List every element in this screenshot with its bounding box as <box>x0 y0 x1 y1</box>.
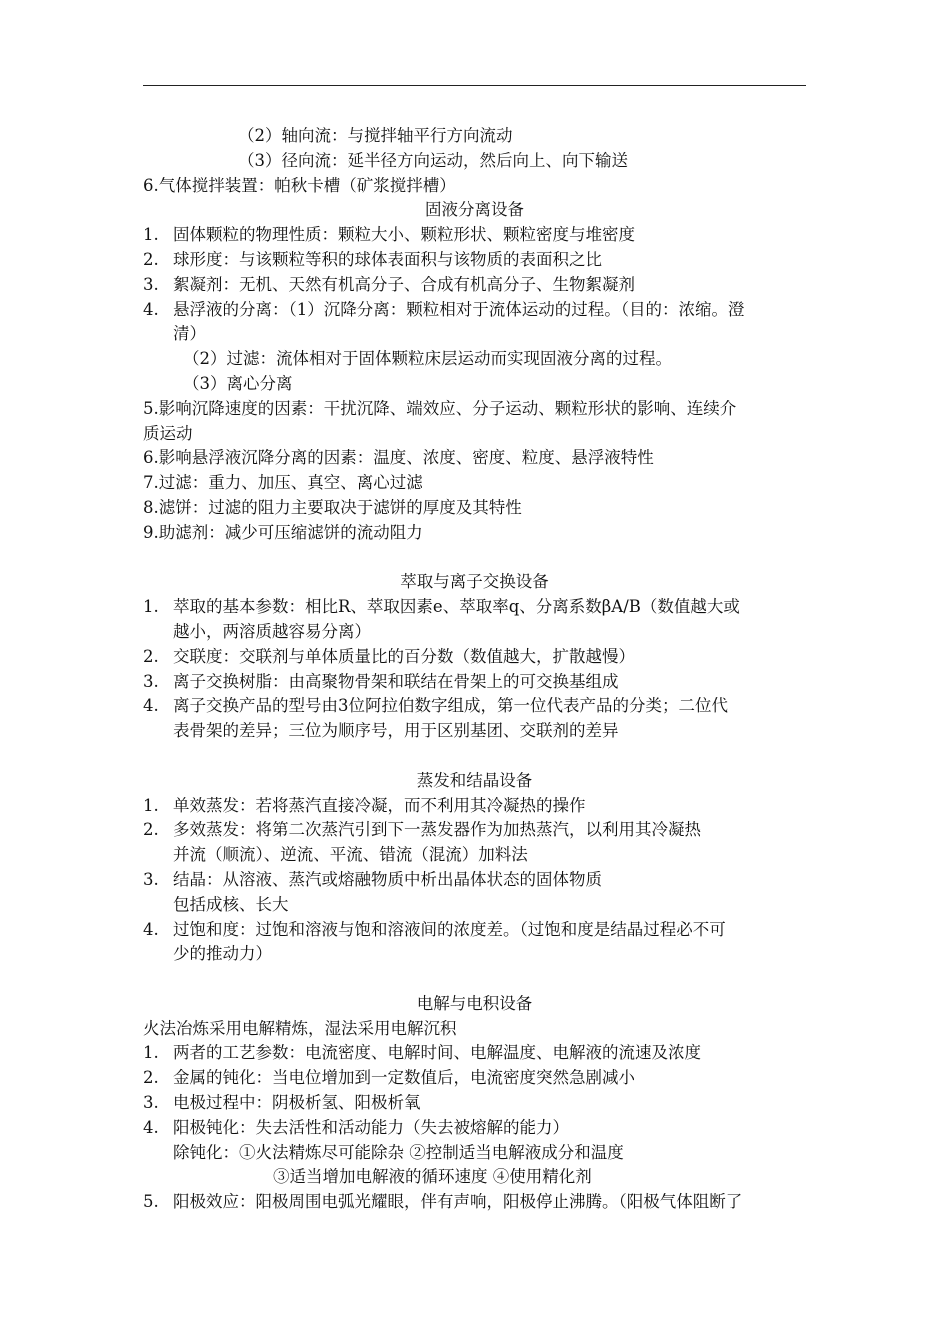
section-title: 电解与电积设备 <box>416 993 533 1013</box>
text-line: 火法冶炼采用电解精炼，湿法采用电解沉积 <box>143 1018 457 1038</box>
item-text: 离子交换树脂：由高聚物骨架和联结在骨架上的可交换基组成 <box>173 671 619 691</box>
text-line: 9.助滤剂：减少可压缩滤饼的流动阻力 <box>143 522 423 542</box>
list-item <box>143 794 813 819</box>
item-text: 球形度：与该颗粒等积的球体表面积与该物质的表面积之比 <box>173 249 602 269</box>
item-text: 电极过程中：阴极析氢、阳极析氧 <box>173 1093 421 1113</box>
text-line: （3）径向流：延半径方向运动，然后向上、向下输送 <box>238 150 628 170</box>
item-number: 1. <box>143 225 159 245</box>
item-text: 阳极钝化：失去活性和活动能力（失去被熔解的能力） <box>173 1117 569 1137</box>
item-text: 离子交换产品的型号由3位阿拉伯数字组成，第一位代表产品的分类；二位代 <box>173 696 728 716</box>
text-line: 除钝化：①火法精炼尽可能除杂 ②控制适当电解液成分和温度 <box>173 1142 624 1162</box>
item-number: 2. <box>143 1068 159 1088</box>
item-number: 2. <box>143 820 159 840</box>
item-text: 悬浮液的分离：（1）沉降分离：颗粒相对于流体运动的过程。（目的：浓缩。澄 <box>173 299 745 319</box>
section-title: 萃取与离子交换设备 <box>400 572 549 592</box>
list-item <box>143 670 813 695</box>
list-item <box>143 818 813 843</box>
text-line: 越小，两溶质越容易分离） <box>173 621 371 641</box>
item-text: 絮凝剂：无机、天然有机高分子、合成有机高分子、生物絮凝剂 <box>173 274 635 294</box>
text-line: （3）离心分离 <box>183 373 293 393</box>
item-text: 结晶：从溶液、蒸汽或熔融物质中析出晶体状态的固体物质 <box>173 869 602 889</box>
item-number: 4. <box>143 919 159 939</box>
text-line: 7.过滤：重力、加压、真空、离心过滤 <box>143 473 423 493</box>
item-number: 2. <box>143 646 159 666</box>
list-item <box>143 273 813 298</box>
item-text: 两者的工艺参数：电流密度、电解时间、电解温度、电解液的流速及浓度 <box>173 1043 701 1063</box>
list-item <box>143 248 813 273</box>
list-item <box>143 1190 813 1215</box>
item-text: 多效蒸发：将第二次蒸汽引到下一蒸发器作为加热蒸汽，以利用其冷凝热 <box>173 820 701 840</box>
list-item <box>143 1041 813 1066</box>
list-item <box>143 1091 813 1116</box>
item-number: 5. <box>143 1192 159 1212</box>
item-text: 金属的钝化：当电位增加到一定数值后，电流密度突然急剧减小 <box>173 1068 635 1088</box>
item-text: 过饱和度：过饱和溶液与饱和溶液间的浓度差。（过饱和度是结晶过程必不可 <box>173 919 726 939</box>
list-item <box>143 298 813 323</box>
text-line: 表骨架的差异；三位为顺序号，用于区别基团、交联剂的差异 <box>173 721 619 741</box>
list-item <box>143 1066 813 1091</box>
text-line: 6.气体搅拌装置：帕秋卡槽（矿浆搅拌槽） <box>143 175 456 195</box>
list-item <box>143 868 813 893</box>
item-text: 固体颗粒的物理性质：颗粒大小、颗粒形状、颗粒密度与堆密度 <box>173 225 635 245</box>
list-item <box>143 694 813 719</box>
text-line: （2）轴向流：与搅拌轴平行方向流动 <box>238 126 513 145</box>
text-line: ③适当增加电解液的循环速度 ④使用精化剂 <box>273 1167 592 1187</box>
text-line: 8.滤饼：过滤的阻力主要取决于滤饼的厚度及其特性 <box>143 497 522 517</box>
list-item <box>143 918 813 943</box>
text-line: 质运动 <box>143 423 193 443</box>
text-line: 清） <box>173 324 206 344</box>
section-title: 蒸发和结晶设备 <box>416 770 533 790</box>
item-number: 3. <box>143 274 159 294</box>
item-number: 1. <box>143 795 159 815</box>
item-number: 3. <box>143 671 159 691</box>
item-text: 交联度：交联剂与单体质量比的百分数（数值越大，扩散越慢） <box>173 646 635 666</box>
list-item <box>143 595 813 620</box>
text-line: 6.影响悬浮液沉降分离的因素：温度、浓度、密度、粒度、悬浮液特性 <box>143 448 654 468</box>
list-item <box>143 645 813 670</box>
text-line: 少的推动力） <box>173 944 272 964</box>
item-number: 3. <box>143 869 159 889</box>
text-line: （2）过滤：流体相对于固体颗粒床层运动而实现固液分离的过程。 <box>183 349 672 369</box>
item-number: 4. <box>143 299 159 319</box>
item-text: 单效蒸发：若将蒸汽直接冷凝，而不利用其冷凝热的操作 <box>173 795 586 815</box>
text-line: 5.影响沉降速度的因素：干扰沉降、端效应、分子运动、颗粒形状的影响、连续介 <box>143 398 737 418</box>
section-title: 固液分离设备 <box>425 200 524 220</box>
list-item <box>143 223 813 248</box>
document-body <box>143 124 813 1215</box>
text-line: 并流（顺流）、逆流、平流、错流（混流）加料法 <box>173 845 528 865</box>
item-text: 阳极效应：阳极周围电弧光耀眼，伴有声响，阳极停止沸腾。（阳极气体阻断了 <box>173 1192 743 1212</box>
item-number: 1. <box>143 1043 159 1063</box>
item-text: 萃取的基本参数：相比R、萃取因素e、萃取率q、分离系数βA/B（数值越大或 <box>173 597 740 617</box>
list-item <box>143 1116 813 1141</box>
item-number: 4. <box>143 696 159 716</box>
text-line: 包括成核、长大 <box>173 894 289 914</box>
header-rule <box>143 85 806 86</box>
item-number: 1. <box>143 597 159 617</box>
item-number: 2. <box>143 249 159 269</box>
item-number: 4. <box>143 1117 159 1137</box>
item-number: 3. <box>143 1093 159 1113</box>
